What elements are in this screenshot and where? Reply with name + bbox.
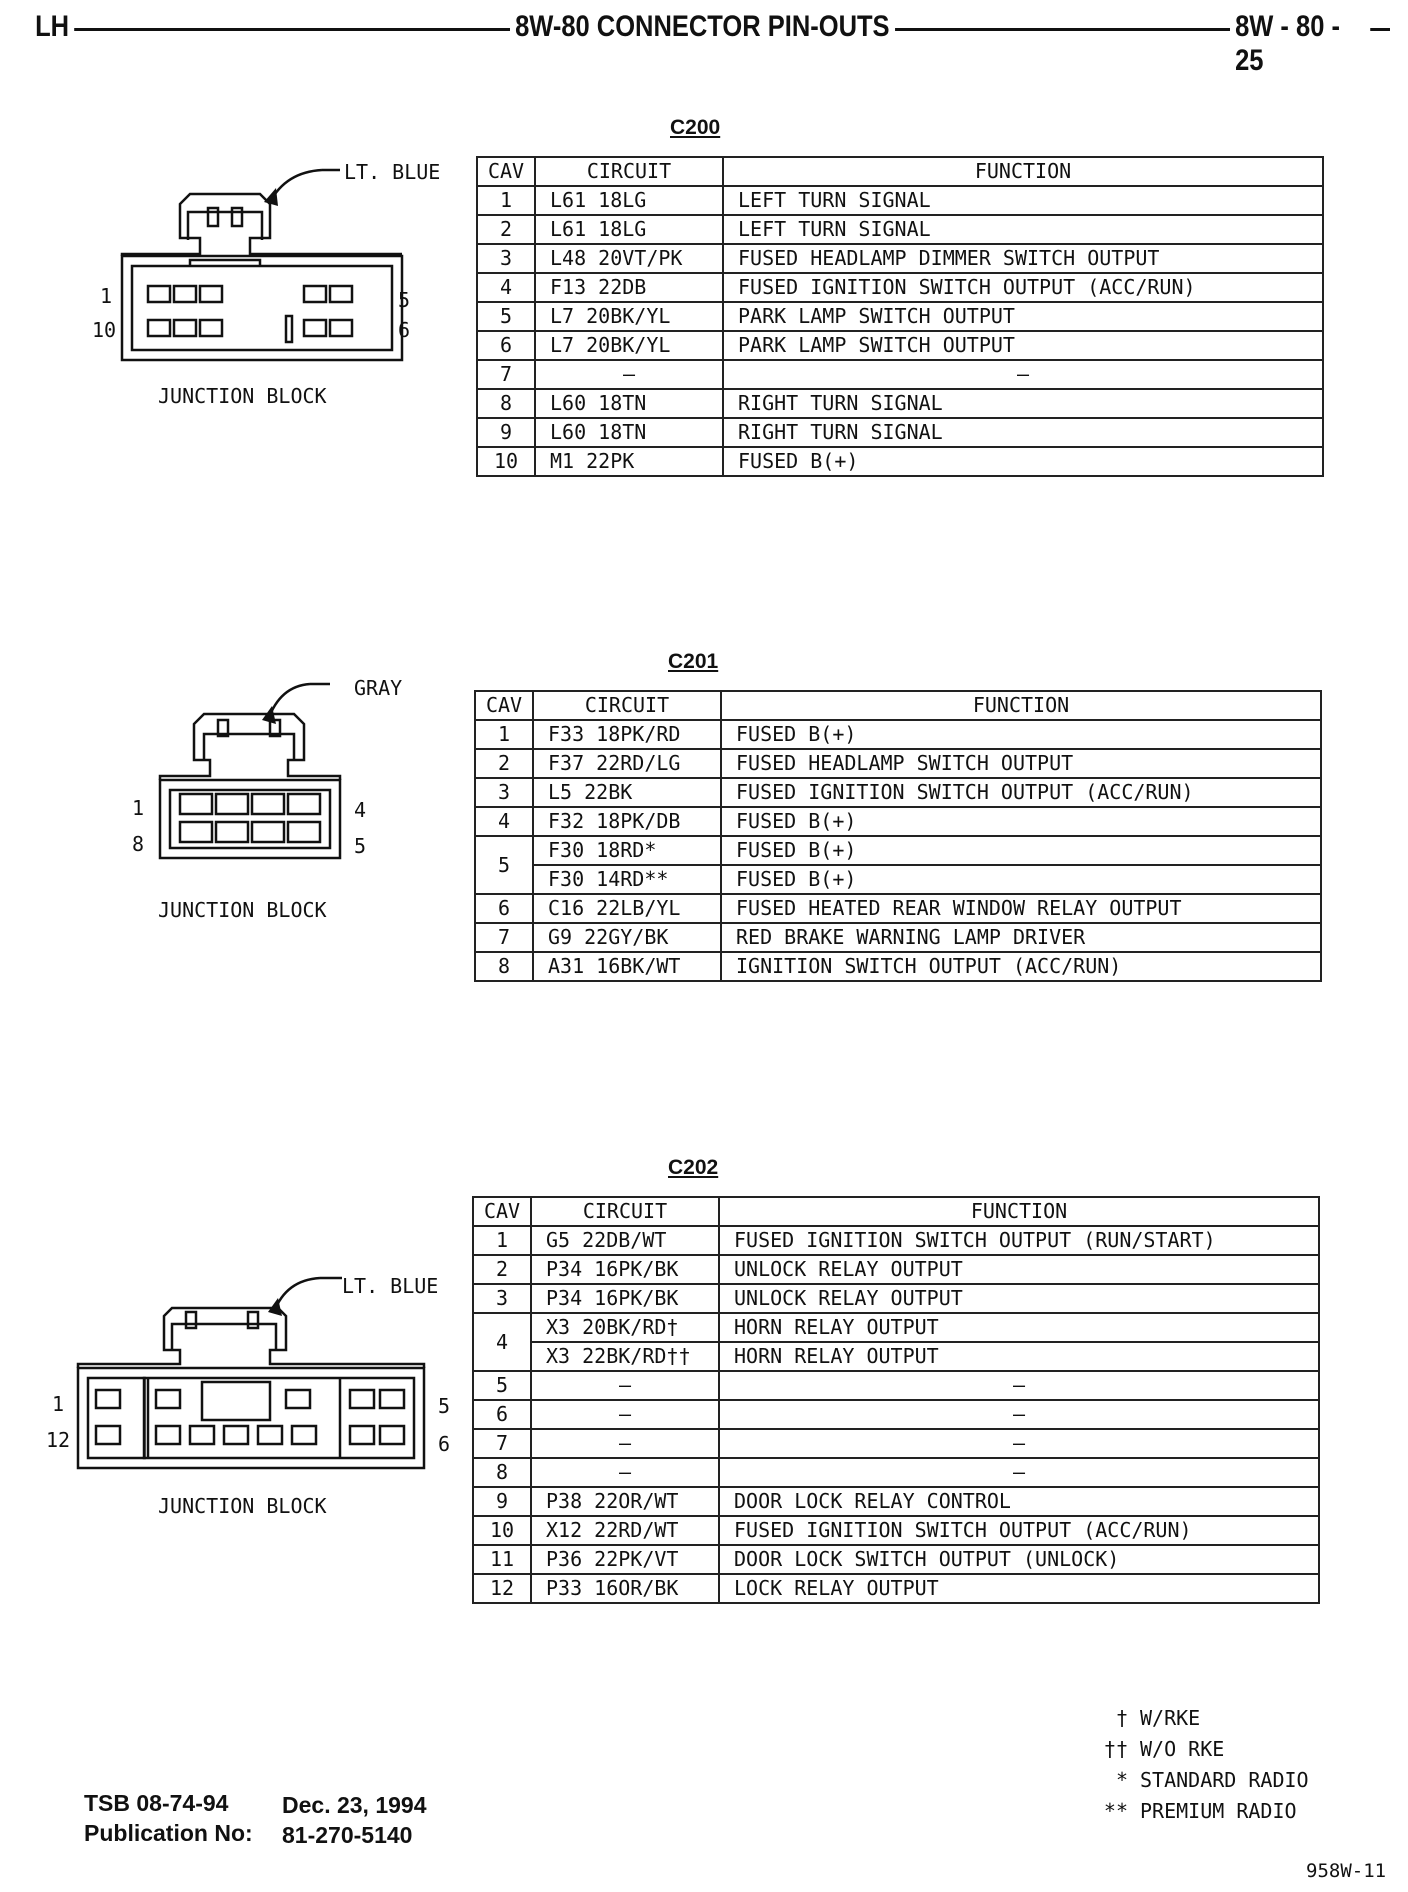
- table-row: [475, 923, 1321, 952]
- cav-cell: 5: [473, 1371, 531, 1400]
- table-row: [475, 778, 1321, 807]
- circuit-cell: P34 16PK/BK: [531, 1284, 719, 1313]
- function-cell: FUSED IGNITION SWITCH OUTPUT (ACC/RUN): [723, 273, 1323, 302]
- circuit-cell: A31 16BK/WT: [533, 952, 721, 981]
- table-row: [475, 720, 1321, 749]
- circuit-cell: G5 22DB/WT: [531, 1226, 719, 1255]
- col-circuit-header: CIRCUIT: [533, 691, 721, 720]
- circuit-cell: P34 16PK/BK: [531, 1255, 719, 1284]
- cav-cell: 4: [477, 273, 535, 302]
- c200-block-label: JUNCTION BLOCK: [158, 384, 327, 408]
- circuit-cell: –: [531, 1458, 719, 1487]
- function-cell: FUSED HEADLAMP DIMMER SWITCH OUTPUT: [723, 244, 1323, 273]
- cav-cell: 4: [475, 807, 533, 836]
- function-cell: FUSED B(+): [721, 836, 1321, 865]
- c200-pinout-table: [476, 156, 1324, 477]
- cav-cell: 9: [477, 418, 535, 447]
- circuit-cell: L60 18TN: [535, 389, 723, 418]
- table-row: [477, 447, 1323, 476]
- circuit-cell: L61 18LG: [535, 186, 723, 215]
- c200-title: C200: [670, 116, 721, 139]
- cav-cell: 8: [473, 1458, 531, 1487]
- cav-cell: 2: [473, 1255, 531, 1284]
- cav-cell: 10: [477, 447, 535, 476]
- c202-title: C202: [668, 1156, 719, 1179]
- cav-cell: 1: [475, 720, 533, 749]
- function-cell: UNLOCK RELAY OUTPUT: [719, 1255, 1319, 1284]
- cav-cell: 4: [473, 1313, 531, 1371]
- table-row: [475, 894, 1321, 923]
- c201-block-label: JUNCTION BLOCK: [158, 898, 327, 922]
- function-cell: –: [719, 1429, 1319, 1458]
- legend-text: PREMIUM RADIO: [1140, 1799, 1297, 1823]
- circuit-cell: F13 22DB: [535, 273, 723, 302]
- function-cell: DOOR LOCK RELAY CONTROL: [719, 1487, 1319, 1516]
- function-cell: RED BRAKE WARNING LAMP DRIVER: [721, 923, 1321, 952]
- function-cell: –: [719, 1458, 1319, 1487]
- function-cell: RIGHT TURN SIGNAL: [723, 389, 1323, 418]
- legend-symbol: †: [1115, 1706, 1128, 1730]
- cav-cell: 12: [473, 1574, 531, 1603]
- cav-cell: 3: [477, 244, 535, 273]
- cav-cell: 8: [477, 389, 535, 418]
- c200-pin-5: 5: [398, 288, 411, 312]
- table-row: [477, 360, 1323, 389]
- tsb-date: Dec. 23, 1994: [282, 1792, 427, 1818]
- function-cell: –: [723, 360, 1323, 389]
- cav-cell: 5: [475, 836, 533, 894]
- function-cell: FUSED IGNITION SWITCH OUTPUT (RUN/START): [719, 1226, 1319, 1255]
- table-row: [473, 1400, 1319, 1429]
- table-row: [475, 952, 1321, 981]
- circuit-cell: L7 20BK/YL: [535, 331, 723, 360]
- table-row: [477, 389, 1323, 418]
- table-row: [473, 1226, 1319, 1255]
- c201-pin-4: 4: [354, 798, 367, 822]
- cav-cell: 7: [473, 1429, 531, 1458]
- col-cav-header: CAV: [473, 1197, 531, 1226]
- circuit-cell: L7 20BK/YL: [535, 302, 723, 331]
- table-row: [473, 1458, 1319, 1487]
- figure-code: 958W-11: [1306, 1860, 1387, 1882]
- table-row: [473, 1545, 1319, 1574]
- header-title: 8W-80 CONNECTOR PIN-OUTS: [510, 10, 895, 44]
- table-header-row: [477, 157, 1323, 186]
- function-cell: UNLOCK RELAY OUTPUT: [719, 1284, 1319, 1313]
- circuit-cell: M1 22PK: [535, 447, 723, 476]
- table-row: [475, 807, 1321, 836]
- col-function-header: FUNCTION: [719, 1197, 1319, 1226]
- cav-cell: 11: [473, 1545, 531, 1574]
- c200-pin-10: 10: [92, 318, 117, 342]
- publication-label: Publication No:: [84, 1820, 253, 1846]
- table-row: [473, 1429, 1319, 1458]
- circuit-cell: G9 22GY/BK: [533, 923, 721, 952]
- function-cell: RIGHT TURN SIGNAL: [723, 418, 1323, 447]
- col-cav-header: CAV: [475, 691, 533, 720]
- c202-block-label: JUNCTION BLOCK: [158, 1494, 327, 1518]
- function-cell: LEFT TURN SIGNAL: [723, 186, 1323, 215]
- header-page-number: 8W - 80 - 25: [1230, 10, 1370, 78]
- function-cell: FUSED B(+): [721, 807, 1321, 836]
- legend-symbol: **: [1103, 1799, 1128, 1823]
- cav-cell: 2: [477, 215, 535, 244]
- table-row: [473, 1487, 1319, 1516]
- table-row: [477, 331, 1323, 360]
- table-row: [477, 186, 1323, 215]
- circuit-cell: P33 16OR/BK: [531, 1574, 719, 1603]
- cav-cell: 9: [473, 1487, 531, 1516]
- function-cell: LEFT TURN SIGNAL: [723, 215, 1323, 244]
- circuit-cell: P36 22PK/VT: [531, 1545, 719, 1574]
- legend-text: W/O RKE: [1140, 1737, 1225, 1761]
- function-cell: IGNITION SWITCH OUTPUT (ACC/RUN): [721, 952, 1321, 981]
- c202-pinout-table: [472, 1196, 1320, 1604]
- c202-pin-1: 1: [52, 1392, 65, 1416]
- function-cell: FUSED IGNITION SWITCH OUTPUT (ACC/RUN): [719, 1516, 1319, 1545]
- legend-symbol: *: [1115, 1768, 1128, 1792]
- function-cell: FUSED B(+): [721, 720, 1321, 749]
- cav-cell: 1: [473, 1226, 531, 1255]
- circuit-cell: X3 22BK/RD††: [531, 1342, 719, 1371]
- col-circuit-header: CIRCUIT: [531, 1197, 719, 1226]
- col-circuit-header: CIRCUIT: [535, 157, 723, 186]
- c202-pin-6: 6: [438, 1432, 451, 1456]
- cav-cell: 2: [475, 749, 533, 778]
- circuit-cell: F32 18PK/DB: [533, 807, 721, 836]
- circuit-cell: L48 20VT/PK: [535, 244, 723, 273]
- table-row: [473, 1255, 1319, 1284]
- circuit-cell: L61 18LG: [535, 215, 723, 244]
- table-header-row: [475, 691, 1321, 720]
- table-row: [477, 215, 1323, 244]
- table-row: [475, 865, 1321, 894]
- col-cav-header: CAV: [477, 157, 535, 186]
- circuit-cell: F30 14RD**: [533, 865, 721, 894]
- function-cell: HORN RELAY OUTPUT: [719, 1342, 1319, 1371]
- function-cell: –: [719, 1371, 1319, 1400]
- c201-color-label: GRAY: [354, 676, 403, 700]
- function-cell: HORN RELAY OUTPUT: [719, 1313, 1319, 1342]
- table-row: [473, 1574, 1319, 1603]
- cav-cell: 3: [473, 1284, 531, 1313]
- tsb-number: TSB 08-74-94: [84, 1790, 229, 1816]
- circuit-cell: L60 18TN: [535, 418, 723, 447]
- c202-connector-diagram: [60, 1270, 460, 1490]
- cav-cell: 6: [475, 894, 533, 923]
- c202-pin-12: 12: [46, 1428, 71, 1452]
- table-row: [475, 836, 1321, 865]
- c201-pin-5: 5: [354, 834, 367, 858]
- table-row: [473, 1342, 1319, 1371]
- circuit-cell: –: [535, 360, 723, 389]
- cav-cell: 7: [475, 923, 533, 952]
- c201-pinout-table: [474, 690, 1322, 982]
- cav-cell: 7: [477, 360, 535, 389]
- circuit-cell: F33 18PK/RD: [533, 720, 721, 749]
- function-cell: FUSED IGNITION SWITCH OUTPUT (ACC/RUN): [721, 778, 1321, 807]
- c201-connector-diagram: [130, 680, 390, 880]
- header-left: LH: [30, 10, 74, 44]
- table-row: [477, 273, 1323, 302]
- circuit-cell: F30 18RD*: [533, 836, 721, 865]
- function-cell: FUSED HEADLAMP SWITCH OUTPUT: [721, 749, 1321, 778]
- circuit-cell: –: [531, 1400, 719, 1429]
- table-row: [477, 302, 1323, 331]
- table-row: [473, 1284, 1319, 1313]
- publication-number: 81-270-5140: [282, 1822, 413, 1848]
- c201-pin-1: 1: [132, 796, 145, 820]
- function-cell: DOOR LOCK SWITCH OUTPUT (UNLOCK): [719, 1545, 1319, 1574]
- function-cell: PARK LAMP SWITCH OUTPUT: [723, 302, 1323, 331]
- legend-symbol: ††: [1103, 1737, 1128, 1761]
- table-row: [477, 418, 1323, 447]
- table-row: [475, 749, 1321, 778]
- c202-color-label: LT. BLUE: [342, 1274, 439, 1298]
- circuit-cell: –: [531, 1429, 719, 1458]
- circuit-cell: X3 20BK/RD†: [531, 1313, 719, 1342]
- cav-cell: 5: [477, 302, 535, 331]
- c200-pin-1: 1: [100, 284, 113, 308]
- circuit-cell: L5 22BK: [533, 778, 721, 807]
- circuit-cell: F37 22RD/LG: [533, 749, 721, 778]
- table-header-row: [473, 1197, 1319, 1226]
- c201-pin-8: 8: [132, 832, 145, 856]
- c200-pin-6: 6: [398, 318, 411, 342]
- function-cell: FUSED HEATED REAR WINDOW RELAY OUTPUT: [721, 894, 1321, 923]
- function-cell: PARK LAMP SWITCH OUTPUT: [723, 331, 1323, 360]
- function-cell: FUSED B(+): [721, 865, 1321, 894]
- table-row: [477, 244, 1323, 273]
- cav-cell: 10: [473, 1516, 531, 1545]
- c202-pin-5: 5: [438, 1394, 451, 1418]
- col-function-header: FUNCTION: [723, 157, 1323, 186]
- col-function-header: FUNCTION: [721, 691, 1321, 720]
- table-row: [473, 1516, 1319, 1545]
- c201-title: C201: [668, 650, 719, 673]
- cav-cell: 1: [477, 186, 535, 215]
- circuit-cell: –: [531, 1371, 719, 1400]
- cav-cell: 6: [473, 1400, 531, 1429]
- c200-color-label: LT. BLUE: [344, 160, 441, 184]
- function-cell: –: [719, 1400, 1319, 1429]
- circuit-cell: C16 22LB/YL: [533, 894, 721, 923]
- page-header: [30, 10, 1395, 77]
- table-row: [473, 1313, 1319, 1342]
- function-cell: LOCK RELAY OUTPUT: [719, 1574, 1319, 1603]
- function-cell: FUSED B(+): [723, 447, 1323, 476]
- circuit-cell: P38 22OR/WT: [531, 1487, 719, 1516]
- cav-cell: 6: [477, 331, 535, 360]
- cav-cell: 3: [475, 778, 533, 807]
- legend-text: STANDARD RADIO: [1140, 1768, 1309, 1792]
- legend-text: W/RKE: [1140, 1706, 1201, 1730]
- table-row: [473, 1371, 1319, 1400]
- circuit-cell: X12 22RD/WT: [531, 1516, 719, 1545]
- cav-cell: 8: [475, 952, 533, 981]
